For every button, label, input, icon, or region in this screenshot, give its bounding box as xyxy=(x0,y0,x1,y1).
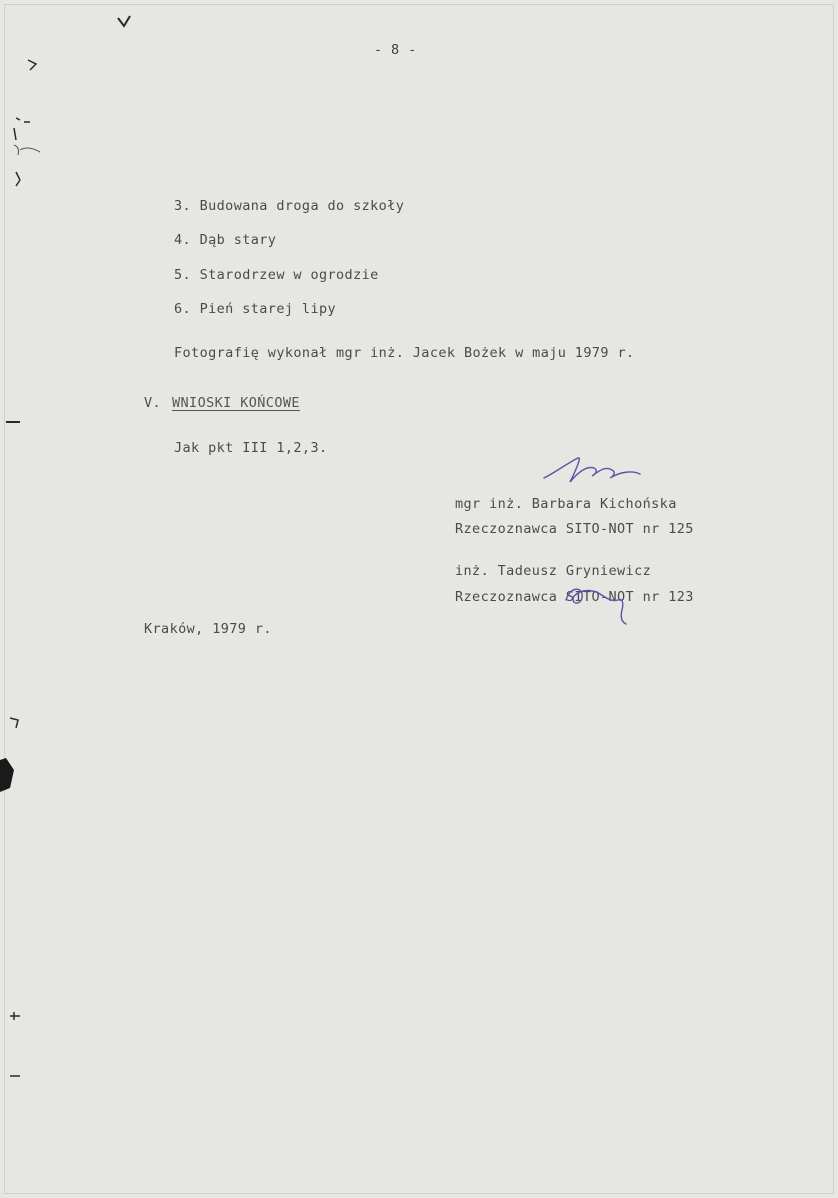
handwritten-signature-1 xyxy=(536,452,646,492)
signatory-name: mgr inż. Barbara Kichońska xyxy=(455,496,677,512)
section-body: Jak pkt III 1,2,3. xyxy=(174,440,328,456)
section-title: WNIOSKI KOŃCOWE xyxy=(172,395,300,411)
page-number: - 8 - xyxy=(374,42,417,58)
signatory-title: Rzeczoznawca SITO-NOT nr 123 xyxy=(455,589,694,605)
section-number: V. xyxy=(144,395,162,411)
page-frame xyxy=(4,4,834,1194)
list-item: 5. Starodrzew w ogrodzie xyxy=(174,267,379,283)
corner-mark xyxy=(116,14,134,30)
binding-marks xyxy=(0,0,40,1198)
list-item: 4. Dąb stary xyxy=(174,232,277,248)
place-and-date: Kraków, 1979 r. xyxy=(144,621,272,637)
list-item: 3. Budowana droga do szkoły xyxy=(174,198,405,214)
photo-credit: Fotografię wykonał mgr inż. Jacek Bożek w maju 1979 r. xyxy=(174,345,635,361)
list-item: 6. Pień starej lipy xyxy=(174,301,337,317)
signatory-name: inż. Tadeusz Gryniewicz xyxy=(455,563,652,579)
signatory-title: Rzeczoznawca SITO-NOT nr 125 xyxy=(455,521,694,537)
handwritten-signature-2 xyxy=(560,580,640,626)
